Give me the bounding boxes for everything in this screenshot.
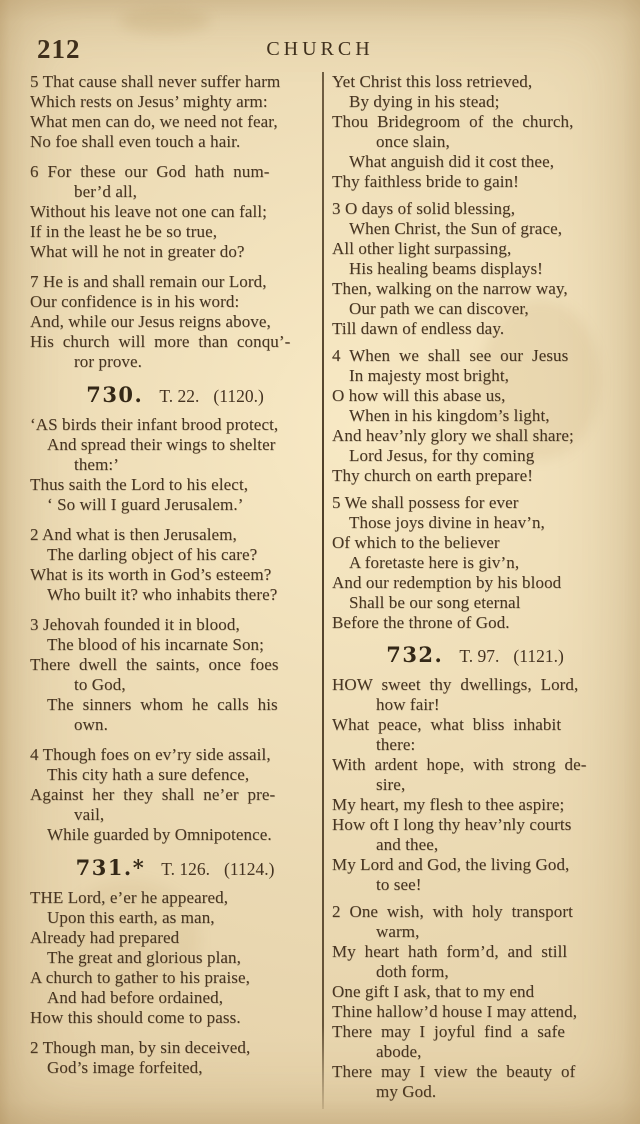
verse-line: There dwell the saints, once foes — [30, 655, 279, 674]
verse-line: my God. — [376, 1082, 437, 1101]
verse-line: vail, — [74, 805, 105, 824]
stanza — [332, 199, 618, 339]
verse-line: Lord Jesus, for thy coming — [349, 446, 535, 465]
verse-line: What men can do, we need not fear, — [30, 112, 278, 131]
verse-line: What is its worth in God’s esteem? — [30, 565, 272, 584]
verse-line: warm, — [376, 922, 420, 941]
verse-line: The blood of his incarnate Son; — [47, 635, 264, 654]
verse-line: All other light surpassing, — [332, 239, 512, 258]
hymn-heading — [30, 382, 320, 407]
verse-line: there: — [376, 735, 416, 754]
verse-line: One gift I ask, that to my end — [332, 982, 535, 1001]
verse-line: How oft I long thy heav’nly courts — [332, 815, 572, 834]
column-right — [324, 72, 618, 1109]
verse-line: Upon this earth, as man, — [47, 908, 215, 927]
hymn-number: 731.* — [75, 855, 146, 880]
verse-line: 5 We shall possess for ever — [332, 493, 519, 512]
tune-label: T. 126. — [161, 859, 211, 879]
verse-line: Already had prepared — [30, 928, 180, 947]
verse-line: Till dawn of endless day. — [332, 319, 505, 338]
verse-line: The darling object of his care? — [47, 545, 258, 564]
verse-line: ror prove. — [74, 352, 143, 371]
verse-line: ber’d all, — [74, 182, 137, 201]
verse-line: 4 Though foes on ev’ry side assail, — [30, 745, 271, 764]
verse-line: A foretaste here is giv’n, — [349, 553, 520, 572]
stanza — [30, 888, 320, 1028]
verse-line: And spread their wings to shelter — [47, 435, 276, 454]
stanza — [30, 525, 320, 605]
page-number: 212 — [37, 34, 81, 64]
stanza — [332, 493, 618, 633]
verse-line: My heart, my flesh to thee aspire; — [332, 795, 565, 814]
verse-line: Our confidence is in his word: — [30, 292, 240, 311]
verse-line: Then, walking on the narrow way, — [332, 279, 568, 298]
stanza — [332, 346, 618, 486]
verse-line: And, while our Jesus reigns above, — [30, 312, 271, 331]
hymn-ref: (1121.) — [513, 646, 564, 666]
verse-line: Thy faithless bride to gain! — [332, 172, 519, 191]
verse-line: There may I joyful find a safe — [332, 1022, 565, 1041]
verse-line: My Lord and God, the living God, — [332, 855, 570, 874]
verse-line: Before the throne of God. — [332, 613, 510, 632]
verse-line: and thee, — [376, 835, 439, 854]
verse-line: And heav’nly glory we shall share; — [332, 426, 574, 445]
verse-line: Against her they shall ne’er pre- — [30, 785, 276, 804]
verse-line: 4 When we shall see our Jesus — [332, 346, 569, 365]
verse-line: Who built it? who inhabits there? — [47, 585, 278, 604]
verse-line: once slain, — [376, 132, 450, 151]
verse-line: 7 He is and shall remain our Lord, — [30, 272, 267, 291]
verse-line: A church to gather to his praise, — [30, 968, 250, 987]
verse-line: 5 That cause shall never suffer harm — [30, 72, 281, 91]
verse-line: 3 Jehovah founded it in blood, — [30, 615, 240, 634]
text-columns — [30, 72, 626, 1109]
verse-line: When in his kingdom’s light, — [349, 406, 550, 425]
verse-line: What will he not in greater do? — [30, 242, 245, 261]
verse-line: Thy church on earth prepare! — [332, 466, 534, 485]
verse-line: His healing beams displays! — [349, 259, 543, 278]
verse-line: 2 Though man, by sin deceived, — [30, 1038, 251, 1057]
verse-line: Which rests on Jesus’ mighty arm: — [30, 92, 268, 111]
verse-line: The great and glorious plan, — [47, 948, 241, 967]
stanza — [30, 745, 320, 845]
verse-line: doth form, — [376, 962, 449, 981]
verse-line: And had before ordained, — [47, 988, 224, 1007]
verse-line: How this should come to pass. — [30, 1008, 241, 1027]
stanza — [30, 615, 320, 735]
verse-line: them:’ — [74, 455, 119, 474]
verse-line: Shall be our song eternal — [349, 593, 521, 612]
verse-line: Those joys divine in heav’n, — [349, 513, 545, 532]
hymn-number: 732. — [386, 642, 444, 667]
verse-line: Of which to the believer — [332, 533, 500, 552]
verse-line: abode, — [376, 1042, 422, 1061]
hymn-number: 730. — [86, 382, 144, 407]
verse-line: 2 And what is then Jerusalem, — [30, 525, 237, 544]
stanza — [30, 415, 320, 515]
hymn-heading — [30, 855, 320, 880]
hymn-ref: (1120.) — [213, 386, 264, 406]
verse-line: My heart hath form’d, and still — [332, 942, 568, 961]
hymn-heading — [332, 642, 618, 667]
verse-line: When Christ, the Sun of grace, — [349, 219, 563, 238]
verse-line: Our path we can discover, — [349, 299, 529, 318]
verse-line: how fair! — [376, 695, 440, 714]
verse-line: sire, — [376, 775, 406, 794]
verse-line: O how will this abase us, — [332, 386, 506, 405]
verse-line: What peace, what bliss inhabit — [332, 715, 562, 734]
verse-line: own. — [74, 715, 108, 734]
stanza — [30, 1038, 320, 1078]
verse-line: This city hath a sure defence, — [47, 765, 250, 784]
verse-line: Without his leave not one can fall; — [30, 202, 267, 221]
running-head: CHURCH — [266, 38, 374, 60]
stanza — [30, 162, 320, 262]
hymn-ref: (1124.) — [224, 859, 275, 879]
verse-line: By dying in his stead; — [349, 92, 500, 111]
stanza — [30, 72, 320, 152]
verse-line: Yet Christ this loss retrieved, — [332, 72, 533, 91]
verse-line: 3 O days of solid blessing, — [332, 199, 516, 218]
verse-line: Thou Bridegroom of the church, — [332, 112, 574, 131]
verse-line: If in the least he be so true, — [30, 222, 218, 241]
verse-line: With ardent hope, with strong de- — [332, 755, 587, 774]
verse-line: THE Lord, e’er he appeared, — [30, 888, 229, 907]
verse-line: In majesty most bright, — [349, 366, 510, 385]
verse-line: to see! — [376, 875, 422, 894]
stanza — [332, 72, 618, 192]
verse-line: There may I view the beauty of — [332, 1062, 576, 1081]
tune-label: T. 97. — [459, 646, 500, 666]
verse-line: to God, — [74, 675, 126, 694]
stanza — [30, 272, 320, 372]
verse-line: While guarded by Omnipotence. — [47, 825, 272, 844]
verse-line: 6 For these our God hath num- — [30, 162, 270, 181]
verse-line: Thus saith the Lord to his elect, — [30, 475, 249, 494]
verse-line: What anguish did it cost thee, — [349, 152, 555, 171]
verse-line: Thine hallow’d house I may attend, — [332, 1002, 578, 1021]
stanza — [332, 675, 618, 895]
verse-line: No foe shall even touch a hair. — [30, 132, 241, 151]
page-header — [0, 30, 640, 66]
verse-line: 2 One wish, with holy transport — [332, 902, 573, 921]
verse-line: ‘AS birds their infant brood protect, — [30, 415, 279, 434]
column-left — [30, 72, 320, 1109]
verse-line: The sinners whom he calls his — [47, 695, 278, 714]
verse-line: HOW sweet thy dwellings, Lord, — [332, 675, 579, 694]
stanza — [332, 902, 618, 1102]
verse-line: And our redemption by his blood — [332, 573, 562, 592]
tune-label: T. 22. — [159, 386, 200, 406]
verse-line: ‘ So will I guard Jerusalem.’ — [47, 495, 244, 514]
verse-line: God’s image forfeited, — [47, 1058, 203, 1077]
verse-line: His church will more than conqu’- — [30, 332, 291, 351]
